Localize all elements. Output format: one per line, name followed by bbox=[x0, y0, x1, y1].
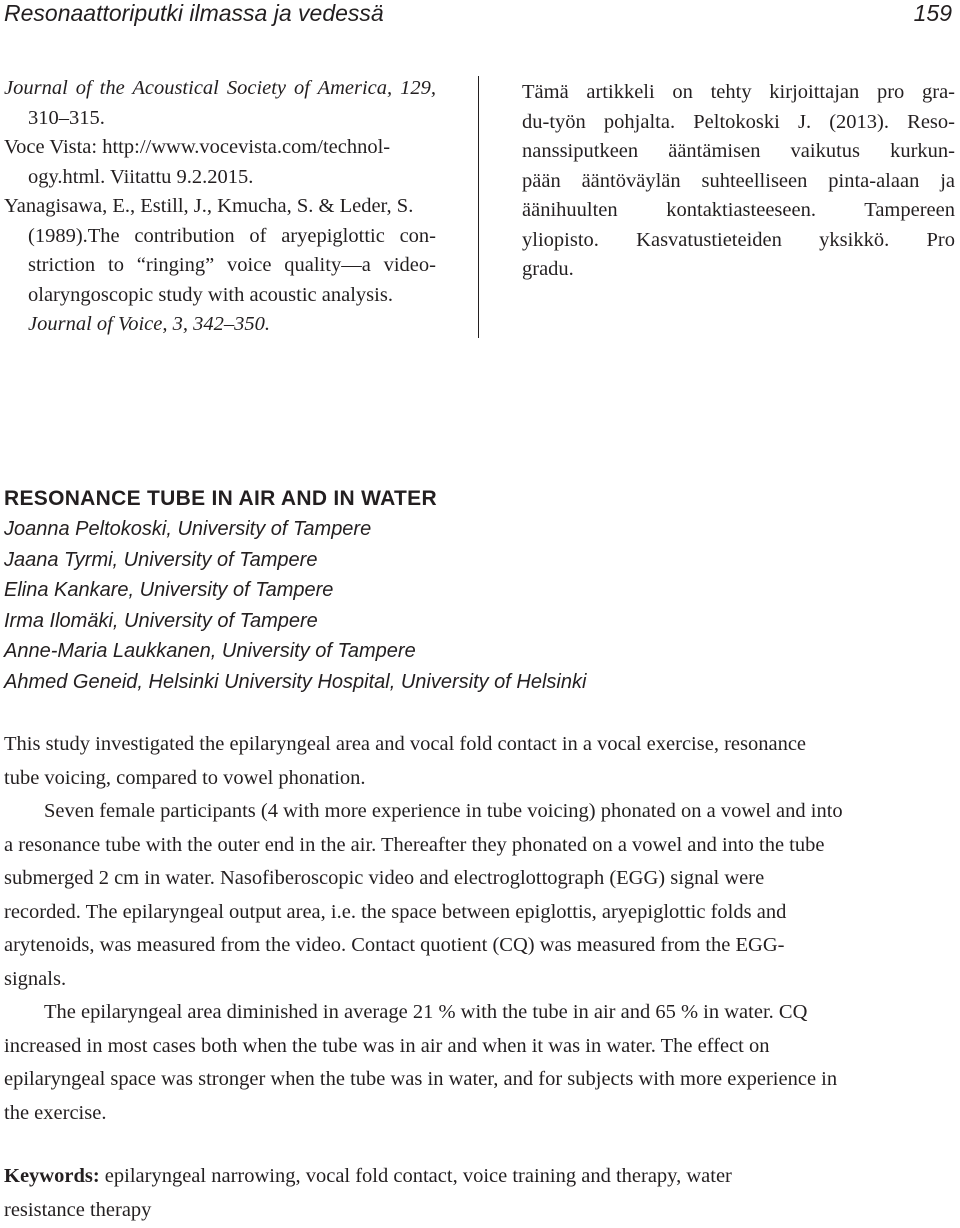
note-line: gradu. bbox=[522, 258, 574, 280]
author-line: Ahmed Geneid, Helsinki University Hospital, University of Helsinki bbox=[4, 670, 587, 693]
abstract-paragraph: Seven female participants (4 with more experience in tube voicing) phonated on a vowel and into a resonance tube with the outer end in the air. Thereafter they phonated on a vowel and into the tube submerged 2 cm in water. Nasofiberoscopic video and electroglottograph (EGG) signal were recorded. The epilaryngeal output area, i.e. the space between epiglottis, aryepiglottic folds and arytenoids, was measured from the video. Contact quotient (CQ) was measured from the EGG-signals. bbox=[4, 800, 843, 990]
author-line: Anne-Maria Laukkanen, University of Tampere bbox=[4, 640, 416, 662]
author-line: Elina Kankare, University of Tampere bbox=[4, 579, 334, 601]
author-line: Joanna Peltokoski, University of Tampere bbox=[4, 518, 372, 540]
page-number: 159 bbox=[913, 0, 952, 26]
article-header bbox=[4, 484, 904, 697]
reference-line-text: Journal of Voice, 3, 342–350. bbox=[28, 313, 270, 335]
keywords-text: epilaryngeal narrowing, vocal fold contact, voice training and therapy, water resistance therapy bbox=[4, 1165, 732, 1221]
article-title: RESONANCE TUBE IN AIR AND IN WATER bbox=[4, 487, 437, 510]
reference-line bbox=[4, 74, 436, 104]
note-line: äänihuulten kontaktiasteeseen. Tampereen bbox=[522, 199, 955, 221]
keywords bbox=[4, 1160, 804, 1227]
reference-line: striction to “ringing” voice quality—a video- bbox=[28, 254, 436, 276]
running-head-title: Resonaattoriputki ilmassa ja vedessä bbox=[4, 0, 384, 26]
reference-list bbox=[4, 74, 436, 340]
column-divider bbox=[478, 76, 479, 338]
article-note bbox=[522, 78, 955, 285]
reference-line: ogy.html. Viitattu 9.2.2015. bbox=[28, 165, 254, 188]
reference-line: Yanagisawa, E., Estill, J., Kmucha, S. & Leder, S. bbox=[4, 195, 414, 217]
author-line: Irma Ilomäki, University of Tampere bbox=[4, 609, 318, 632]
reference-line-text: Journal of the Acoustical Society of America, 129, bbox=[4, 77, 436, 99]
abstract-paragraph: The epilaryngeal area diminished in average 21 % with the tube in air and 65 % in water. CQ increased in most cases both when the tube was in air and when it was in water. The effect on epilaryngeal space was stronger when the tube was in water, and for subjects with more experience in the exercise. bbox=[4, 1001, 838, 1124]
note-line: yliopisto. Kasvatustieteiden yksikkö. Pro bbox=[522, 228, 955, 251]
reference-line: 310–315. bbox=[28, 106, 105, 129]
abstract-paragraph: This study investigated the epilaryngeal area and vocal fold contact in a vocal exercise, resonance tube voicing, compared to vowel phonation. bbox=[4, 733, 807, 789]
reference-line bbox=[4, 310, 436, 340]
reference-line: Voce Vista: http://www.vocevista.com/technol- bbox=[4, 136, 391, 158]
note-line: pään ääntöväylän suhteelliseen pinta-alaan ja bbox=[522, 169, 955, 192]
reference-line: (1989).The contribution of aryepiglottic con- bbox=[28, 224, 436, 247]
note-line: nanssiputkeen ääntämisen vaikutus kurkun- bbox=[522, 140, 955, 162]
abstract bbox=[4, 728, 844, 1130]
keywords-label: Keywords: bbox=[4, 1165, 100, 1187]
reference-line: olaryngoscopic study with acoustic analysis. bbox=[28, 283, 393, 306]
running-head bbox=[4, 0, 952, 28]
author-line: Jaana Tyrmi, University of Tampere bbox=[4, 548, 318, 571]
note-line: du-työn pohjalta. Peltokoski J. (2013). Reso- bbox=[522, 110, 955, 133]
note-line: Tämä artikkeli on tehty kirjoittajan pro gra- bbox=[522, 81, 955, 103]
